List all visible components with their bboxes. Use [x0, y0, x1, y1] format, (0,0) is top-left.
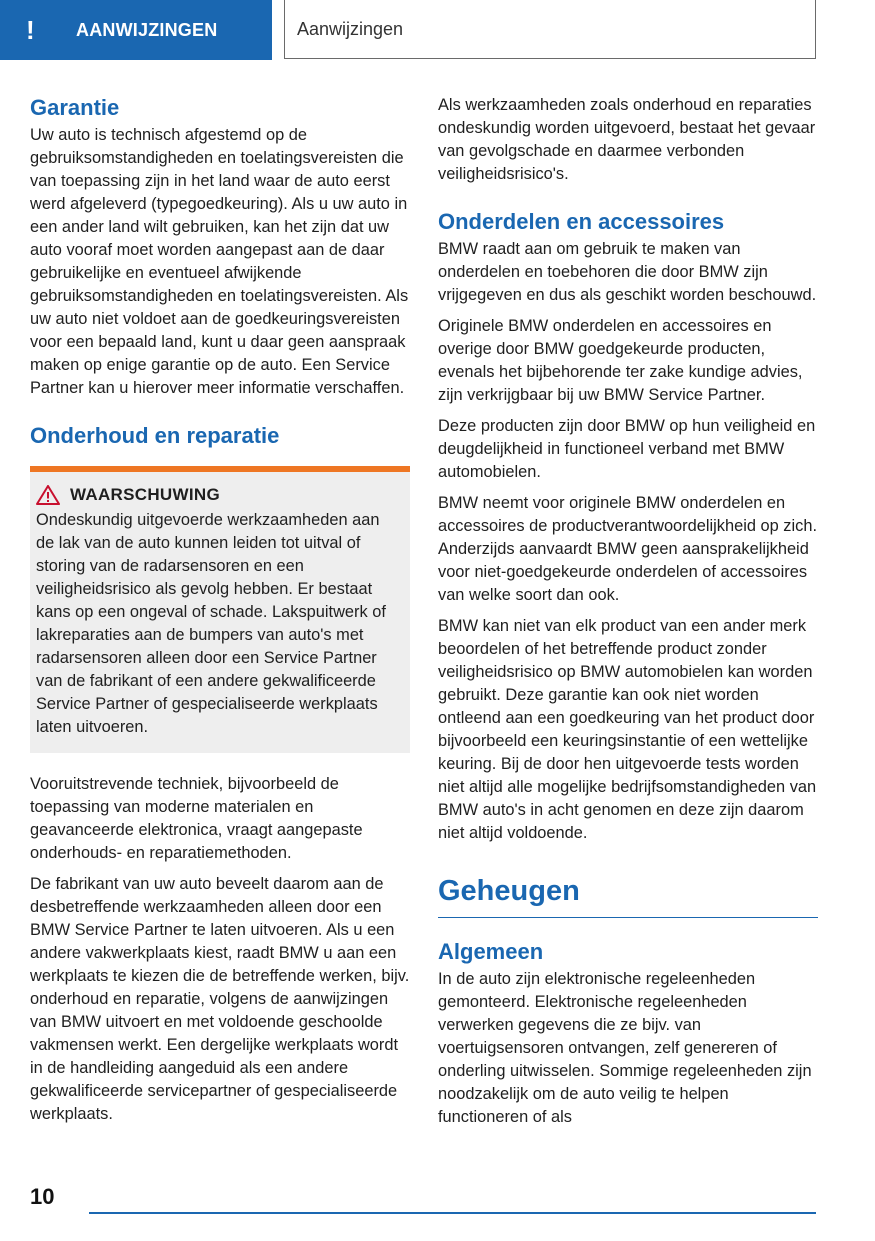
onderdelen-paragraph-3: Deze producten zijn door BMW op hun veiligheid en deugdelijkheid in functioneel verband met BMW automobielen. [438, 417, 816, 481]
left-column [30, 94, 410, 1134]
warning-header [36, 485, 402, 505]
section-title: Aanwijzingen [297, 18, 404, 39]
onderdelen-paragraph-4: BMW neemt voor originele BMW onderdelen en accessoires de productverantwoordelijkheid op zich. Anderzijds aanvaardt BMW geen aansprakelijkheid voor niet-goedgekeurde onderdelen of accessoires van welke soort dan ook. [438, 494, 818, 604]
garantie-paragraph: Uw auto is technisch afgestemd op de gebruiksomstandigheden en toelatingsvereisten die van toepassing zijn in het land waar de auto eerst werd afgeleverd (typegoedkeuring). Als u uw auto in een ander land wilt gebruiken, kan het zijn dat uw auto vooraf moet worden aangepast aan de daar gebruikelijke en eventueel afwijkende gebruiksomstandigheden en toelatingsvereisten. Als uw auto niet voldoet aan de goedkeuringsvereisten voor een bepaald land, kunt u daar geen aanspraak maken op enige garantie op de auto. Een Service Partner kan u hierover meer informatie verschaffen. [30, 126, 409, 397]
heading-geheugen: Geheugen [438, 873, 818, 918]
onderdelen-paragraph-1: BMW raadt aan om gebruik te maken van onderdelen en toebehoren die door BMW zijn vrijgegeven en dus als geschikt worden beschouwd. [438, 240, 817, 304]
algemeen-paragraph: In de auto zijn elektronische regeleenheden gemonteerd. Elektronische regeleenheden verwerken gegevens die ze bijv. van voertuigsensoren ontvangen, zelf genereren of onderling uitwisselen. Sommige regeleenheden zijn noodzakelijk om de auto veilig te helpen functioneren of als [438, 970, 812, 1126]
heading-algemeen: Algemeen [438, 939, 544, 964]
warning-text: Ondeskundig uitgevoerde werkzaamheden aan de lak van de auto kunnen leiden tot uitval of storing van de radarsensoren en een veiligheidsrisico als gevolg hebben. Er bestaat kans op een ongeval of schade. Lakspuitwerk of lakreparaties aan de bumpers van auto's met radarsensoren alleen door een Service Partner van de fabrikant of een andere gekwalificeerde Service Partner of gespecialiseerde werkplaats laten uitvoeren. [36, 511, 386, 736]
onderdelen-paragraph-2: Originele BMW onderdelen en accessoires en overige door BMW goedgekeurde producten, evenals het bijbehorende ter zake kundige advies, zijn verkrijgbaar bij uw BMW Service Partner. [438, 317, 803, 404]
section-tab-label: AANWIJZINGEN [76, 19, 218, 40]
heading-onderdelen: Onderdelen en accessoires [438, 209, 725, 234]
section-tab [0, 0, 272, 60]
heading-garantie: Garantie [30, 95, 120, 120]
exclamation-icon: ! [26, 14, 35, 45]
warning-triangle-icon [36, 485, 60, 505]
right-column [438, 94, 818, 1137]
onderdelen-paragraph-5: BMW kan niet van elk product van een ander merk beoordelen of het betreffende product zonder veiligheidsrisico op BMW automobielen kan worden gebruikt. Deze garantie kan ook niet worden ontleend aan een goedkeuring van het product door bijvoorbeeld een keuringsinstantie of een wettelijke keuring. Bij de door hen uitgevoerde tests worden niet altijd alle mogelijke bedrijfsomstandigheden van BMW auto's in acht genomen en deze zijn daarom niet altijd voldoende. [438, 617, 817, 842]
warning-title: WAARSCHUWING [70, 485, 220, 504]
page-number: 10 [30, 1184, 55, 1209]
footer-divider [89, 1212, 816, 1214]
heading-onderhoud: Onderhoud en reparatie [30, 423, 280, 448]
onderhoud-paragraph-1: Vooruitstrevende techniek, bijvoorbeeld de toepassing van moderne materialen en geavanceerde elektronica, vraagt aangepaste onderhouds- en reparatiemethoden. [30, 775, 363, 862]
warning-box [30, 466, 410, 753]
intro-paragraph: Als werkzaamheden zoals onderhoud en reparaties ondeskundig worden uitgevoerd, bestaat het gevaar van gevolgschade en daarmee verbonden veiligheidsrisico's. [438, 96, 816, 183]
section-title-box [284, 0, 816, 59]
onderhoud-paragraph-2: De fabrikant van uw auto beveelt daarom aan de desbetreffende werkzaamheden alleen door een BMW Service Partner te laten uitvoeren. Als u een andere vakwerkplaats kiest, raadt BMW u aan een werkplaats te kiezen die de betreffende werken, bijv. onderhoud en reparatie, volgens de aanwijzingen van BMW uitvoert en met voldoende geschoolde vakmensen werkt. Een dergelijke werkplaats wordt in de handleiding aangeduid als een andere gekwalificeerde servicepartner of gespecialiseerde werkplaats. [30, 875, 410, 1123]
